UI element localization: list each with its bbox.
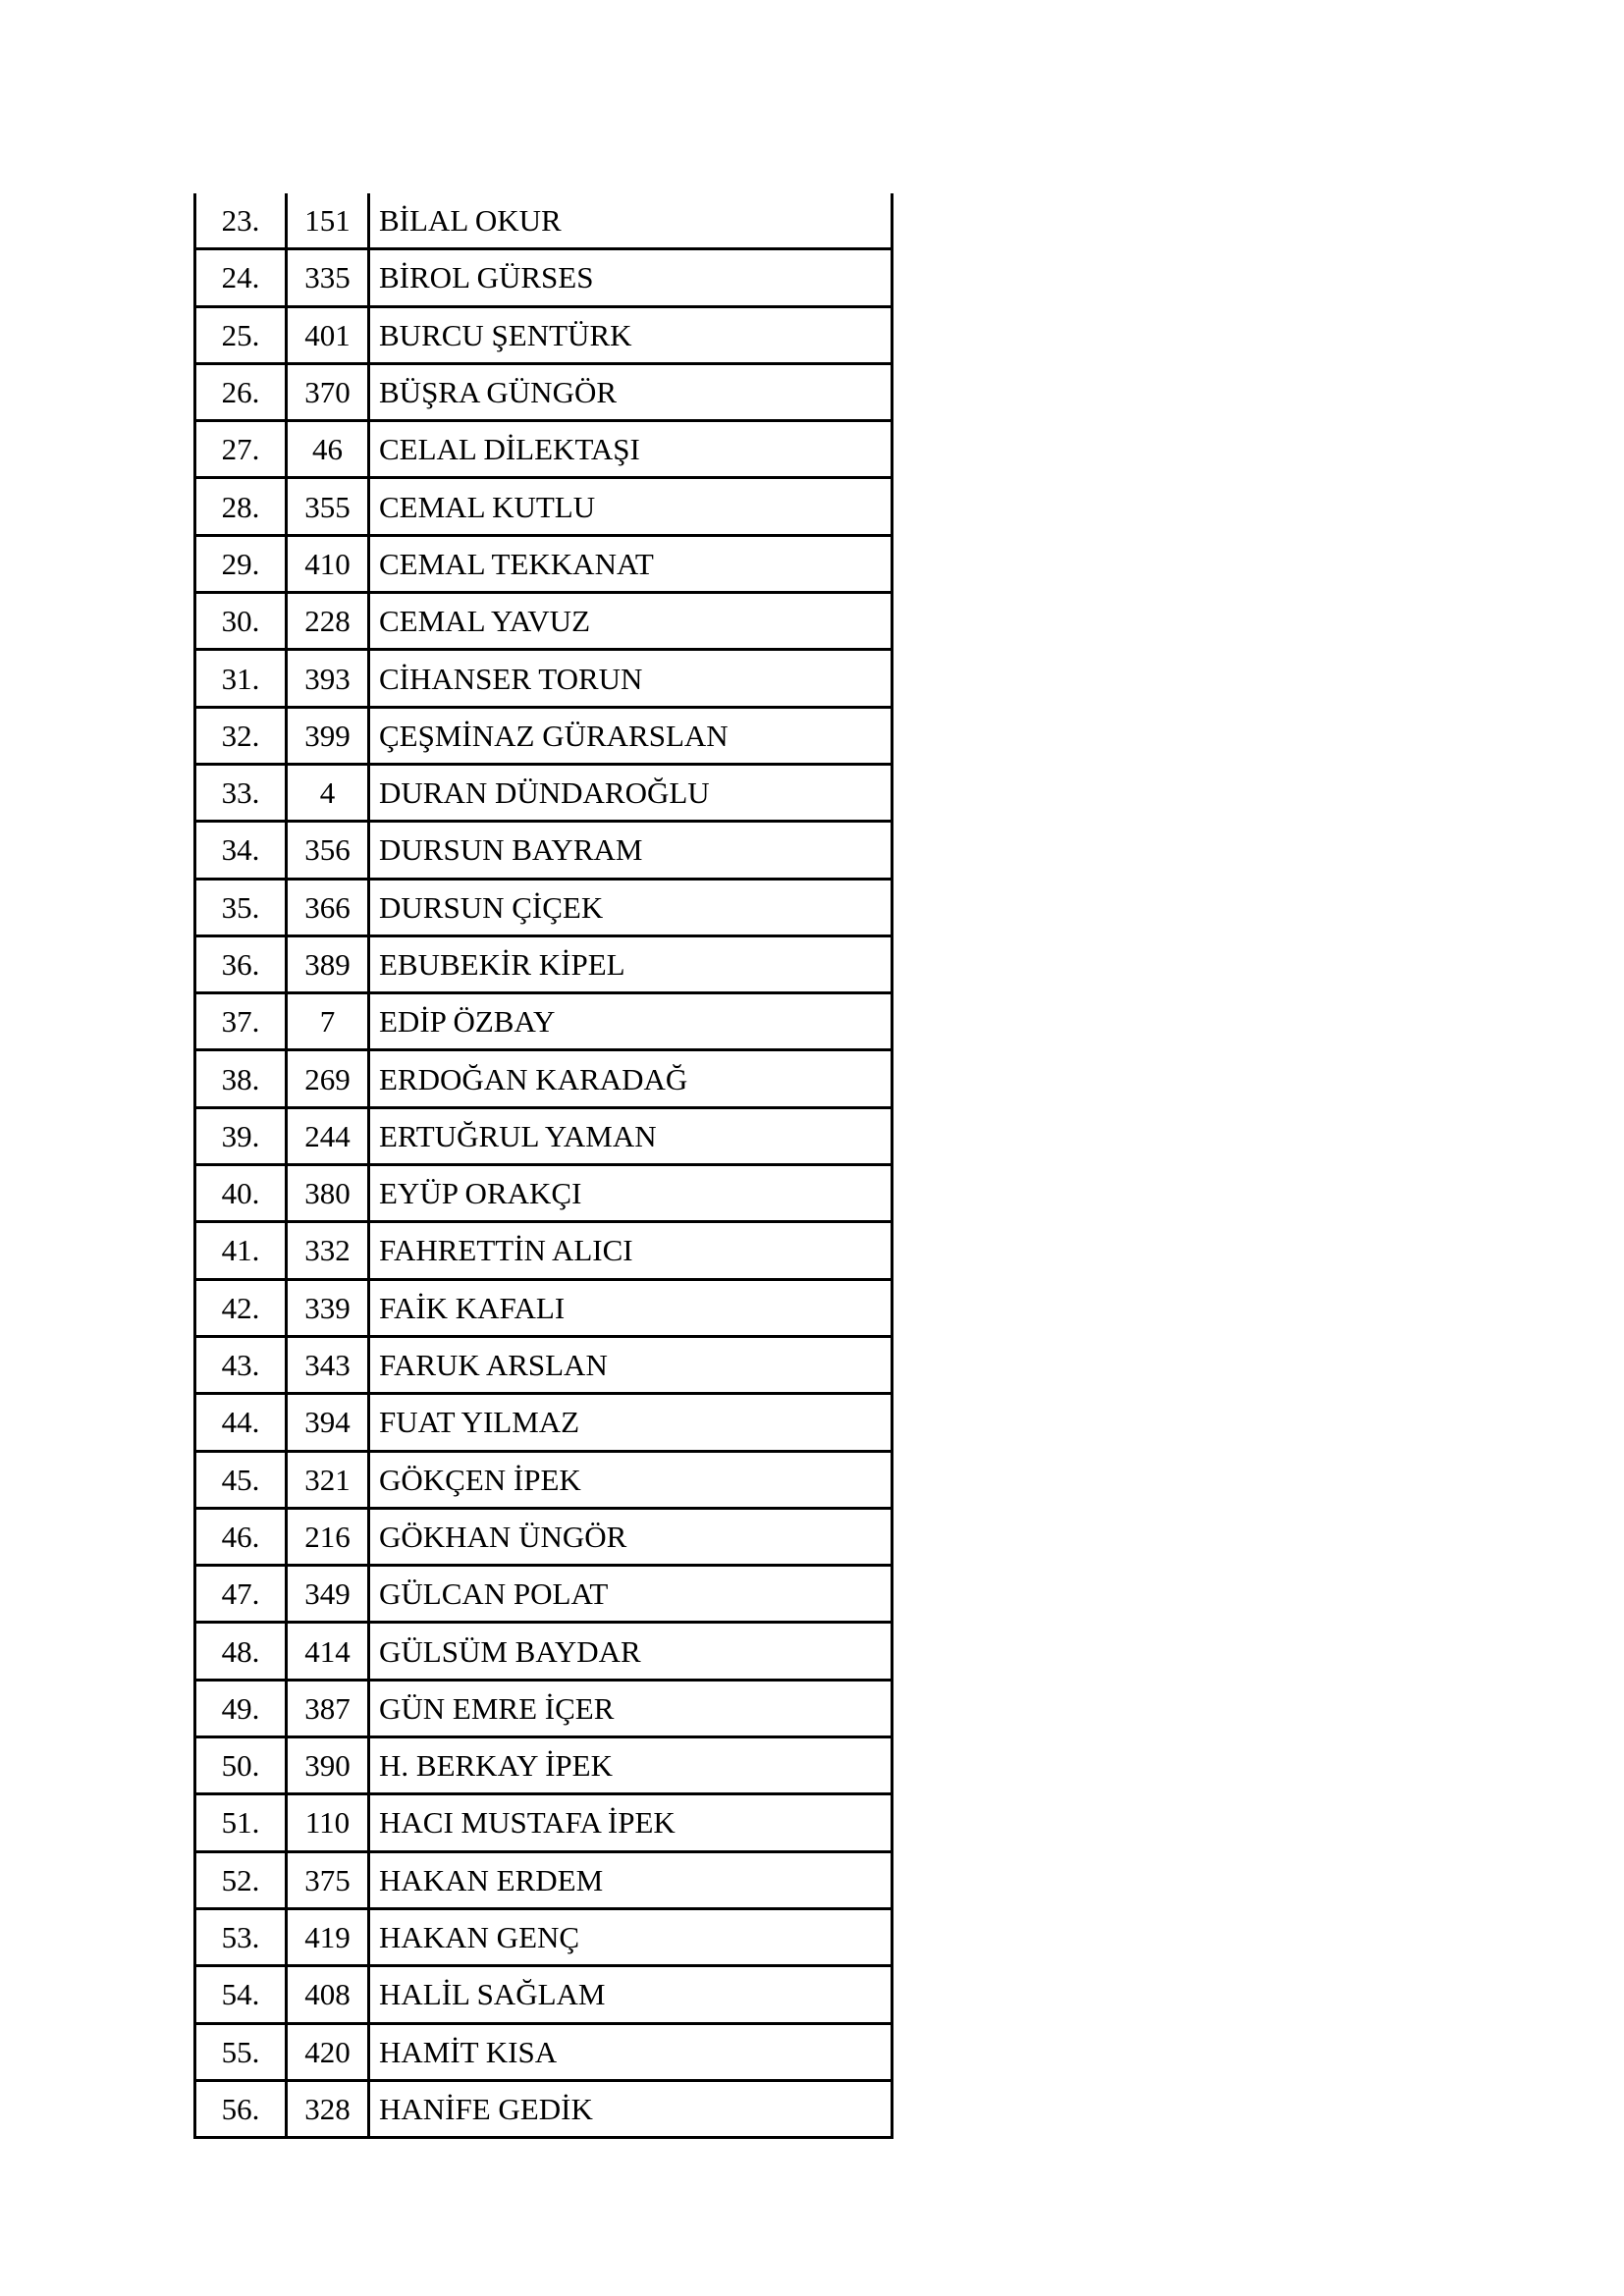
table-row: [195, 1794, 893, 1851]
row-number-cell: 27.: [195, 421, 287, 478]
id-number-cell: 380: [287, 1165, 369, 1222]
row-number-cell: 32.: [195, 707, 287, 764]
full-name-cell: FAHRETTİN ALICI: [369, 1222, 893, 1279]
full-name-cell: GÖKÇEN İPEK: [369, 1451, 893, 1508]
table-row: [195, 478, 893, 535]
id-number-cell: 414: [287, 1623, 369, 1680]
table-row: [195, 1508, 893, 1565]
table-row: [195, 2023, 893, 2080]
row-number-cell: 31.: [195, 650, 287, 707]
id-number-cell: 343: [287, 1336, 369, 1393]
table-row: [195, 306, 893, 363]
id-number-cell: 370: [287, 363, 369, 420]
table-row: [195, 822, 893, 879]
row-number-cell: 37.: [195, 993, 287, 1050]
table-row: [195, 1566, 893, 1623]
id-number-cell: 401: [287, 306, 369, 363]
full-name-cell: CEMAL YAVUZ: [369, 593, 893, 650]
id-number-cell: 46: [287, 421, 369, 478]
full-name-cell: DURSUN BAYRAM: [369, 822, 893, 879]
row-number-cell: 56.: [195, 2080, 287, 2137]
table-row: [195, 193, 893, 249]
row-number-cell: 49.: [195, 1680, 287, 1736]
row-number-cell: 55.: [195, 2023, 287, 2080]
table-row: [195, 1165, 893, 1222]
table-row: [195, 1279, 893, 1336]
id-number-cell: 269: [287, 1050, 369, 1107]
table-row: [195, 421, 893, 478]
row-number-cell: 25.: [195, 306, 287, 363]
table-row: [195, 2080, 893, 2137]
row-number-cell: 50.: [195, 1737, 287, 1794]
id-number-cell: 356: [287, 822, 369, 879]
row-number-cell: 47.: [195, 1566, 287, 1623]
id-number-cell: 366: [287, 879, 369, 935]
row-number-cell: 43.: [195, 1336, 287, 1393]
table-row: [195, 1966, 893, 2023]
id-number-cell: 393: [287, 650, 369, 707]
full-name-cell: CEMAL TEKKANAT: [369, 535, 893, 592]
full-name-cell: CİHANSER TORUN: [369, 650, 893, 707]
id-number-cell: 375: [287, 1851, 369, 1908]
table-row: [195, 593, 893, 650]
row-number-cell: 45.: [195, 1451, 287, 1508]
full-name-cell: ERTUĞRUL YAMAN: [369, 1107, 893, 1164]
id-number-cell: 420: [287, 2023, 369, 2080]
row-number-cell: 51.: [195, 1794, 287, 1851]
table-row: [195, 1107, 893, 1164]
row-number-cell: 36.: [195, 935, 287, 992]
id-number-cell: 389: [287, 935, 369, 992]
id-number-cell: 216: [287, 1508, 369, 1565]
full-name-cell: BURCU ŞENTÜRK: [369, 306, 893, 363]
id-number-cell: 110: [287, 1794, 369, 1851]
id-number-cell: 355: [287, 478, 369, 535]
table-row: [195, 1623, 893, 1680]
row-number-cell: 53.: [195, 1908, 287, 1965]
id-number-cell: 390: [287, 1737, 369, 1794]
full-name-cell: DURSUN ÇİÇEK: [369, 879, 893, 935]
table-row: [195, 1050, 893, 1107]
full-name-cell: GÜLCAN POLAT: [369, 1566, 893, 1623]
full-name-cell: FARUK ARSLAN: [369, 1336, 893, 1393]
id-number-cell: 387: [287, 1680, 369, 1736]
row-number-cell: 26.: [195, 363, 287, 420]
table-row: [195, 535, 893, 592]
full-name-cell: FAİK KAFALI: [369, 1279, 893, 1336]
full-name-cell: HAMİT KISA: [369, 2023, 893, 2080]
row-number-cell: 29.: [195, 535, 287, 592]
id-number-cell: 328: [287, 2080, 369, 2137]
full-name-cell: BÜŞRA GÜNGÖR: [369, 363, 893, 420]
table-body: [195, 193, 893, 2138]
full-name-cell: HACI MUSTAFA İPEK: [369, 1794, 893, 1851]
full-name-cell: FUAT YILMAZ: [369, 1394, 893, 1451]
id-number-cell: 339: [287, 1279, 369, 1336]
full-name-cell: EBUBEKİR KİPEL: [369, 935, 893, 992]
table-row: [195, 1680, 893, 1736]
row-number-cell: 33.: [195, 764, 287, 821]
table-row: [195, 1737, 893, 1794]
full-name-cell: CELAL DİLEKTAŞI: [369, 421, 893, 478]
full-name-cell: ÇEŞMİNAZ GÜRARSLAN: [369, 707, 893, 764]
id-number-cell: 349: [287, 1566, 369, 1623]
table-row: [195, 249, 893, 306]
id-number-cell: 244: [287, 1107, 369, 1164]
id-number-cell: 332: [287, 1222, 369, 1279]
row-number-cell: 52.: [195, 1851, 287, 1908]
full-name-cell: GÜLSÜM BAYDAR: [369, 1623, 893, 1680]
table-row: [195, 1908, 893, 1965]
row-number-cell: 28.: [195, 478, 287, 535]
row-number-cell: 41.: [195, 1222, 287, 1279]
full-name-cell: GÖKHAN ÜNGÖR: [369, 1508, 893, 1565]
table-row: [195, 935, 893, 992]
id-number-cell: 410: [287, 535, 369, 592]
table-row: [195, 993, 893, 1050]
row-number-cell: 48.: [195, 1623, 287, 1680]
id-number-cell: 151: [287, 193, 369, 249]
row-number-cell: 24.: [195, 249, 287, 306]
full-name-cell: EYÜP ORAKÇI: [369, 1165, 893, 1222]
full-name-cell: CEMAL KUTLU: [369, 478, 893, 535]
id-number-cell: 228: [287, 593, 369, 650]
id-number-cell: 394: [287, 1394, 369, 1451]
table-row: [195, 1222, 893, 1279]
row-number-cell: 34.: [195, 822, 287, 879]
row-number-cell: 23.: [195, 193, 287, 249]
id-number-cell: 335: [287, 249, 369, 306]
row-number-cell: 54.: [195, 1966, 287, 2023]
full-name-cell: BİLAL OKUR: [369, 193, 893, 249]
table-row: [195, 1451, 893, 1508]
row-number-cell: 30.: [195, 593, 287, 650]
table-row: [195, 1851, 893, 1908]
id-number-cell: 7: [287, 993, 369, 1050]
table-row: [195, 707, 893, 764]
table-row: [195, 764, 893, 821]
row-number-cell: 40.: [195, 1165, 287, 1222]
full-name-cell: HANİFE GEDİK: [369, 2080, 893, 2137]
id-number-cell: 399: [287, 707, 369, 764]
table-row: [195, 1394, 893, 1451]
id-number-cell: 419: [287, 1908, 369, 1965]
row-number-cell: 39.: [195, 1107, 287, 1164]
table-row: [195, 879, 893, 935]
full-name-cell: ERDOĞAN KARADAĞ: [369, 1050, 893, 1107]
full-name-cell: HALİL SAĞLAM: [369, 1966, 893, 2023]
table-row: [195, 1336, 893, 1393]
row-number-cell: 46.: [195, 1508, 287, 1565]
full-name-cell: H. BERKAY İPEK: [369, 1737, 893, 1794]
full-name-cell: GÜN EMRE İÇER: [369, 1680, 893, 1736]
table-row: [195, 363, 893, 420]
full-name-cell: HAKAN ERDEM: [369, 1851, 893, 1908]
full-name-cell: DURAN DÜNDAROĞLU: [369, 764, 893, 821]
table-row: [195, 650, 893, 707]
name-list-table: [193, 193, 893, 2139]
full-name-cell: EDİP ÖZBAY: [369, 993, 893, 1050]
row-number-cell: 42.: [195, 1279, 287, 1336]
row-number-cell: 38.: [195, 1050, 287, 1107]
row-number-cell: 44.: [195, 1394, 287, 1451]
id-number-cell: 408: [287, 1966, 369, 2023]
full-name-cell: BİROL GÜRSES: [369, 249, 893, 306]
row-number-cell: 35.: [195, 879, 287, 935]
full-name-cell: HAKAN GENÇ: [369, 1908, 893, 1965]
id-number-cell: 4: [287, 764, 369, 821]
id-number-cell: 321: [287, 1451, 369, 1508]
